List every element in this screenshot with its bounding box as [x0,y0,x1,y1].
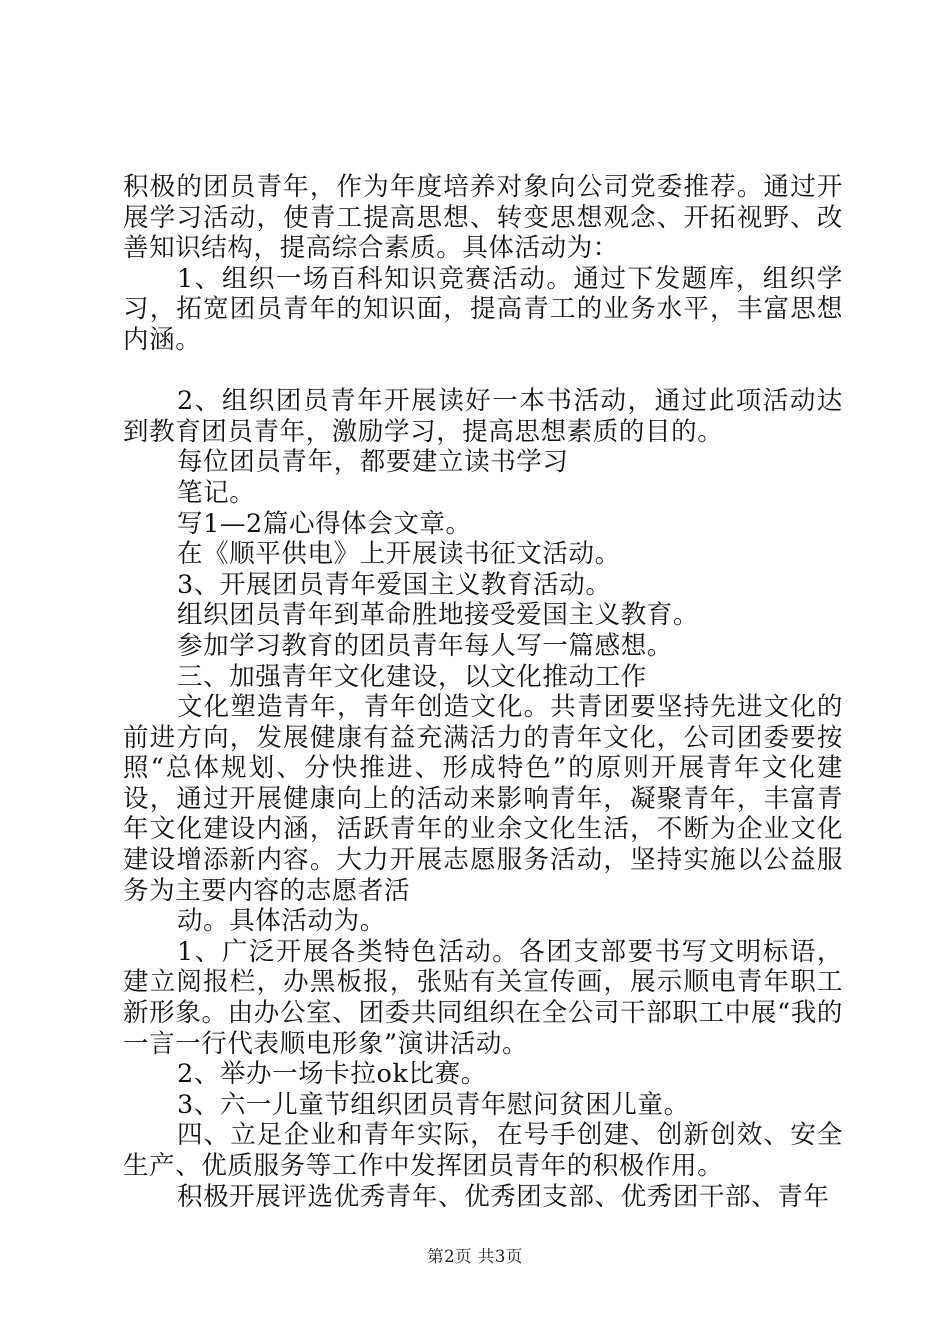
paragraph: 积极的团员青年，作为年度培养对象向公司党委推荐。通过开展学习活动，使青工提高思想、转变思想观念、开拓视野、改善知识结构，提高综合素质。具体活动为： [123,172,843,264]
paragraph: 组织团员青年到革命胜地接受爱国主义教育。 [177,600,700,631]
page-footer: 第2页 共3页 [427,1247,523,1266]
paragraph: 3、开展团员青年爱国主义教育活动。 [177,569,612,600]
paragraph: 四、立足企业和青年实际，在号手创建、创新创效、安全生产、优质服务等工作中发挥团员青年的积极作用。 [123,1120,843,1181]
paragraph: 1、广泛开展各类特色活动。各团支部要书写文明标语，建立阅报栏，办黑板报，张贴有关宣传画，展示顺电青年职工新形象。由办公室、团委共同组织在全公司干部职工中展“我的一言一行代表顺电形象”演讲活动。 [123,936,843,1059]
paragraph: 3、六一儿童节组织团员青年慰问贫困儿童。 [177,1089,690,1120]
paragraph: 笔记。 [177,477,256,508]
paragraph: 文化塑造青年，青年创造文化。共青团要坚持先进文化的前进方向，发展健康有益充满活力的青年文化，公司团委要按照“总体规划、分快推进、形成特色”的原则开展青年文化建设，通过开展健康向上的活动来影响青年，凝聚青年，丰富青年文化建设内涵，活跃青年的业余文化生活，不断为企业文化建设增添新内容。大力开展志愿服务活动，坚持实施以公益服务为主要内容的志愿者活 [123,692,843,906]
paragraph: 2、组织团员青年开展读好一本书活动，通过此项活动达到教育团员青年，激励学习，提高思想素质的目的。 [123,386,843,447]
paragraph: 1、组织一场百科知识竞赛活动。通过下发题库，组织学习，拓宽团员青年的知识面，提高青工的业务水平，丰富思想内涵。 [123,263,843,355]
document-body [123,172,843,1212]
paragraph: 动。具体活动为。 [177,906,386,937]
paragraph: 写1—2篇心得体会文章。 [177,508,472,539]
paragraph: 每位团员青年，都要建立读书学习 [177,447,569,478]
paragraph: 2、举办一场卡拉ok比赛。 [177,1059,487,1090]
paragraph: 参加学习教育的团员青年每人写一篇感想。 [177,630,673,661]
paragraph: 三、加强青年文化建设，以文化推动工作 [177,661,647,692]
paragraph: 积极开展评选优秀青年、优秀团支部、优秀团干部、青年 [177,1181,830,1212]
blank-line [123,356,843,387]
paragraph: 在《顺平供电》上开展读书征文活动。 [177,539,621,570]
